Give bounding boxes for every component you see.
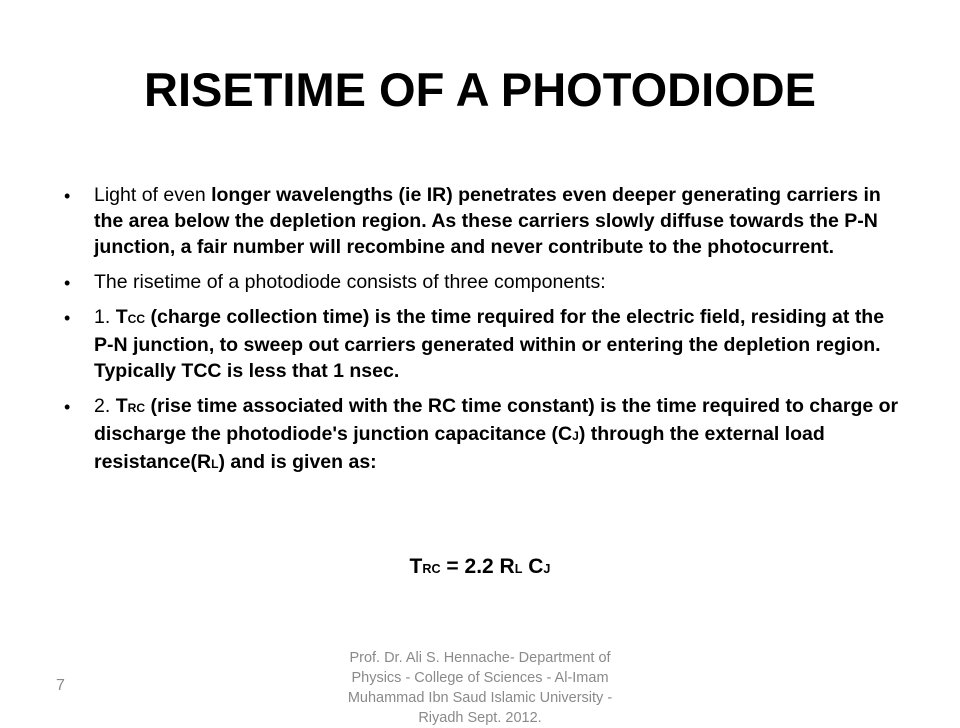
bullet-dot-icon: • — [64, 397, 71, 417]
subscript-rc: RC — [127, 401, 146, 415]
bullet-text-bold: longer wavelengths (ie IR) penetrates even deeper generating carriers in the area below the depletion region. As these carriers slowly diffuse towards the P-N junction, a fair number will recombine and never contribute to the photocurrent. — [94, 184, 881, 258]
formula-eq: = 2.2 R — [440, 555, 515, 578]
slide-footer: Prof. Dr. Ali S. Hennache- Department of Physics - College of Sciences - Al-Imam Muhammad Ibn Saud Islamic University - Riyadh Sept. 2012. — [347, 650, 613, 726]
formula-c-subscript: J — [543, 562, 551, 576]
formula-t-subscript: RC — [422, 562, 441, 576]
slide-title: RISETIME OF A PHOTODIODE — [144, 63, 816, 116]
symbol-t: T — [115, 306, 128, 328]
slide-number: 7 — [56, 677, 65, 694]
formula-t: T — [409, 555, 423, 578]
bullet-text-bold-a: (rise time associated with the RC time constant) is the time required to charge or discharge the photodiode's junction capacitance (C — [94, 395, 899, 445]
subscript-l: L — [211, 457, 219, 471]
bullet-item — [64, 304, 904, 384]
subscript-cc: CC — [127, 312, 146, 326]
bullet-text-plain: The risetime of a photodiode consists of three components: — [94, 271, 606, 293]
bullet-dot-icon: • — [64, 308, 71, 328]
bullet-item — [64, 269, 904, 295]
bullet-dot-icon: • — [64, 273, 71, 293]
bullet-list — [64, 182, 904, 486]
bullet-dot-icon: • — [64, 186, 71, 206]
formula-r-subscript: L — [514, 562, 523, 576]
bullet-text-plain: Light of even — [94, 184, 212, 206]
bullet-text-bold-b: ) through the external load resistance(R — [94, 423, 825, 473]
bullet-text-bold: (charge collection time) is the time required for the electric field, residing at the P-N junction, to sweep out carriers generated within or entering the depletion region. Typically TCC is less that 1 nsec. — [94, 306, 885, 382]
formula-c: C — [522, 555, 544, 578]
symbol-t: T — [115, 395, 128, 417]
bullet-prefix: 1. — [94, 306, 116, 328]
bullet-prefix: 2. — [94, 395, 116, 417]
formula-trc — [380, 552, 580, 584]
bullet-item — [64, 393, 904, 477]
bullet-text-bold-c: ) and is given as: — [218, 451, 377, 473]
bullet-item — [64, 182, 904, 260]
subscript-j: J — [572, 429, 579, 443]
